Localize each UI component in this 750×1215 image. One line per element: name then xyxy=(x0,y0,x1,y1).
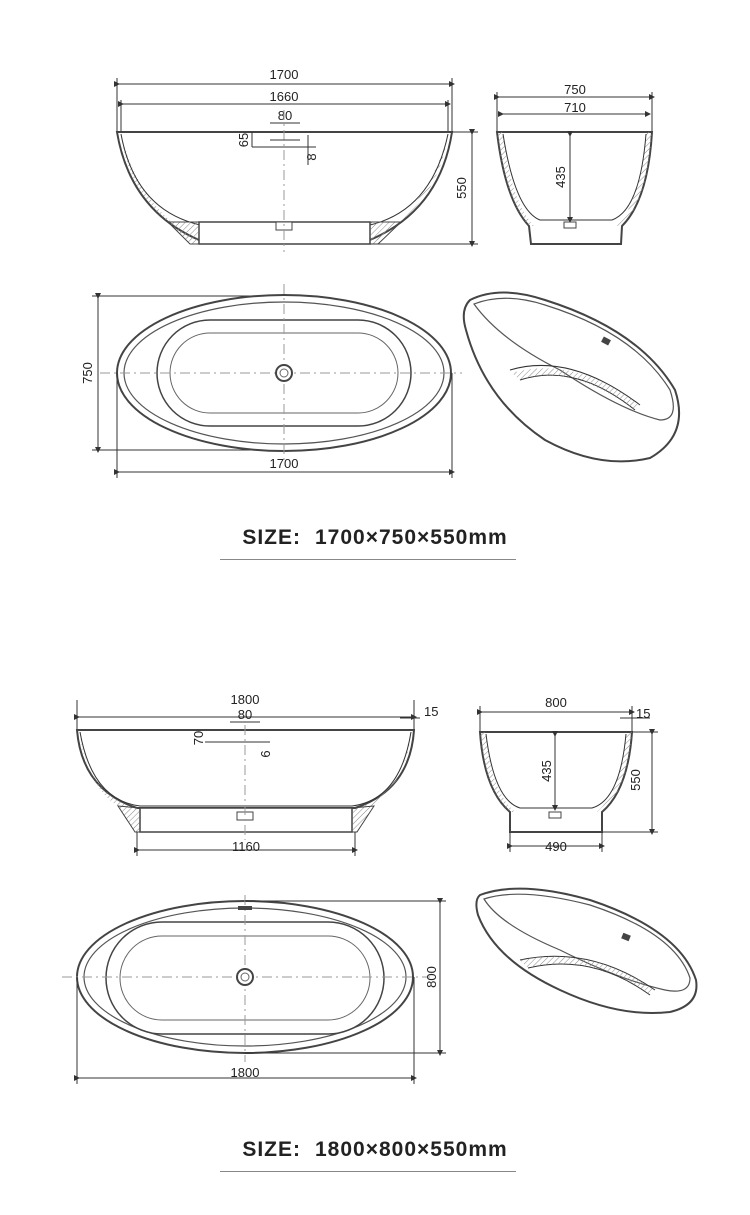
size-label-1: SIZE: xyxy=(242,526,301,549)
side2-height-label: 550 xyxy=(628,769,643,791)
front2-total-width-label: 1800 xyxy=(230,692,260,707)
side-view-1 xyxy=(497,82,652,244)
size-underline-1 xyxy=(220,559,516,560)
front2-base-width-label: 1160 xyxy=(232,839,260,854)
size-caption-1 xyxy=(0,526,750,550)
drain2-width-label: 80 xyxy=(237,707,253,722)
side-total-width-label: 750 xyxy=(564,82,586,97)
perspective-view-2 xyxy=(476,889,696,1013)
drain-offset-label: 8 xyxy=(304,153,319,161)
size-value-2: 1800×800×550mm xyxy=(315,1138,508,1161)
front-total-width-label: 1700 xyxy=(269,67,299,82)
side2-rim-label: 15 xyxy=(636,706,651,721)
top-height-label: 750 xyxy=(80,362,95,384)
front-height-label: 550 xyxy=(454,177,469,199)
side2-inner-depth-label: 435 xyxy=(539,760,554,782)
size-underline-2 xyxy=(220,1171,516,1172)
side-inner-depth-label: 435 xyxy=(553,166,568,188)
drain-width-label: 80 xyxy=(277,108,293,123)
side-inner-width-label: 710 xyxy=(564,100,586,115)
side2-total-width-label: 800 xyxy=(545,695,567,710)
top-view-2 xyxy=(62,895,446,1084)
drain-height-label: 65 xyxy=(236,132,251,148)
side-view-2 xyxy=(480,695,658,854)
top-width-label: 1700 xyxy=(269,456,299,471)
top2-width-label: 1800 xyxy=(230,1065,260,1080)
size-value-1: 1700×750×550mm xyxy=(315,526,508,549)
top-view-1 xyxy=(80,284,462,478)
drain2-height-label: 70 xyxy=(191,730,206,746)
front2-rim-label: 15 xyxy=(424,704,439,719)
front-view-1 xyxy=(117,67,478,252)
perspective-view-1 xyxy=(464,293,679,462)
size-caption-2 xyxy=(0,1138,750,1162)
size-label-2: SIZE: xyxy=(242,1138,301,1161)
side2-base-width-label: 490 xyxy=(545,839,567,854)
drain2-offset-label: 6 xyxy=(258,750,273,758)
top2-height-label: 800 xyxy=(424,966,439,988)
front-inner-width-label: 1660 xyxy=(269,89,299,104)
front-view-2 xyxy=(77,692,438,856)
